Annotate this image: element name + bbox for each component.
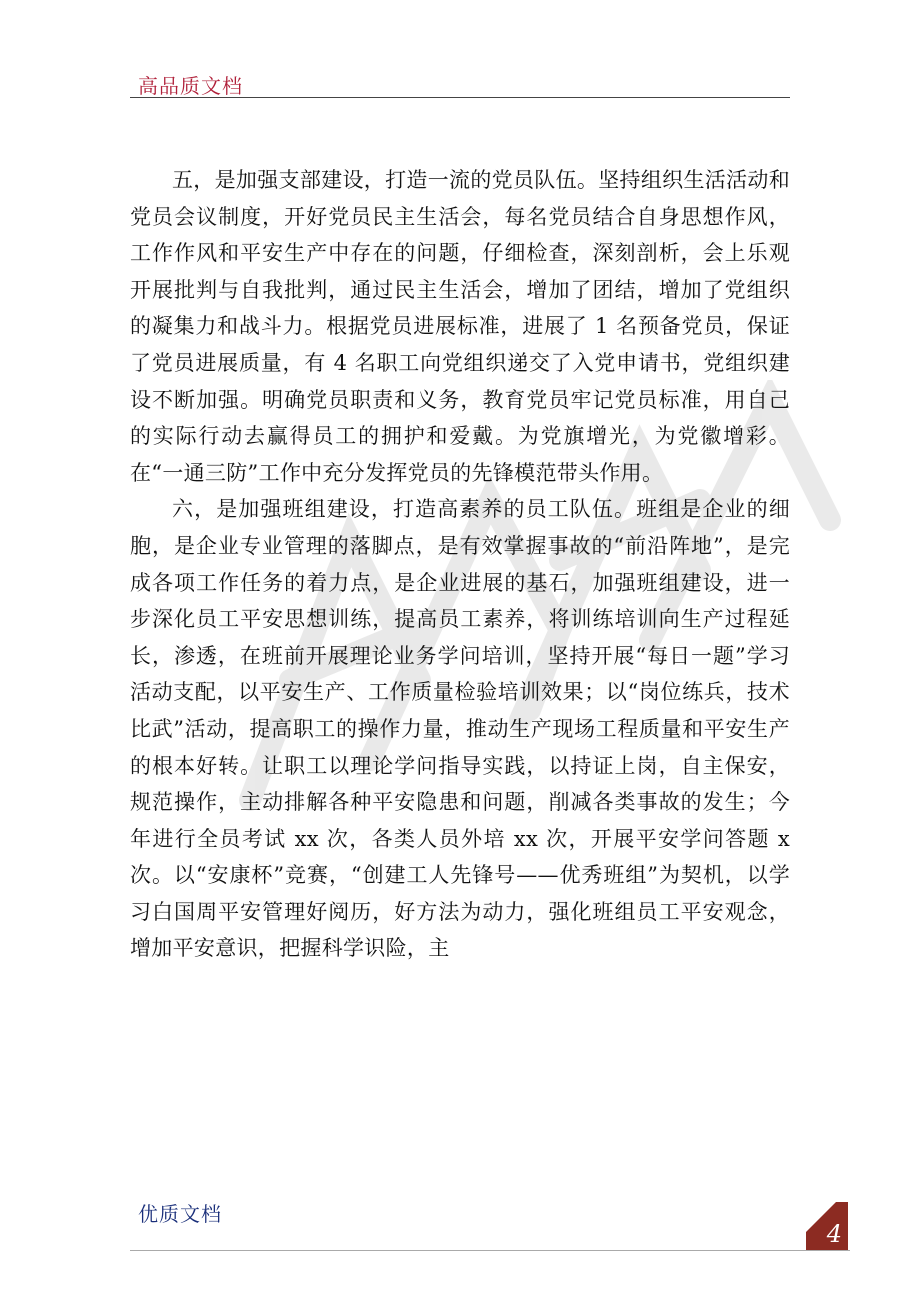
paragraph-5: 五，是加强支部建设，打造一流的党员队伍。坚持组织生活活动和党员会议制度，开好党员民主生活会，每名党员结合自身思想作风，工作作风和平安生产中存在的问题，仔细检查，深刻剖析，会上乐观开展批判与自我批判，通过民主生活会，增加了团结，增加了党组织的凝集力和战斗力。根据党员进展标准，进展了 1 名预备党员，保证了党员进展质量，有 4 名职工向党组织递交了入党申请书，党组织建设不断加强。明确党员职责和义务，教育党员牢记党员标准，用自己的实际行动去赢得员工的拥护和爱戴。为党旗增光，为党徽增彩。在“一通三防”工作中充分发挥党员的先锋模范带头作用。 bbox=[130, 168, 790, 485]
footer-title: 优质文档 bbox=[138, 1202, 222, 1226]
header-divider bbox=[130, 97, 790, 98]
page-number-badge bbox=[806, 1202, 848, 1250]
footer-divider bbox=[130, 1250, 850, 1251]
paragraph-6: 六，是加强班组建设，打造高素养的员工队伍。班组是企业的细胞，是企业专业管理的落脚点，是有效掌握事故的“前沿阵地”，是完成各项工作任务的着力点，是企业进展的基石，加强班组建设，进一步深化员工平安思想训练，提高员工素养，将训练培训向生产过程延长，渗透，在班前开展理论业务学问培训，坚持开展“每日一题”学习活动支配，以平安生产、工作质量检验培训效果；以“岗位练兵，技术比武”活动，提高职工的操作力量，推动生产现场工程质量和平安生产的根本好转。让职工以理论学问指导实践，以持证上岗，自主保安，规范操作，主动排解各种平安隐患和问题，削减各类事故的发生；今年进行全员考试 xx 次，各类人员外培 xx 次，开展平安学问答题 x 次。以“安康杯”竞赛，“创建工人先锋号——优秀班组”为契机，以学习白国周平安管理好阅历，好方法为动力，强化班组员工平安观念，增加平安意识，把握科学识险，主 bbox=[130, 497, 790, 961]
document-body bbox=[130, 162, 790, 967]
header-title: 高品质文档 bbox=[138, 74, 243, 98]
page-number: 4 bbox=[826, 1220, 842, 1248]
